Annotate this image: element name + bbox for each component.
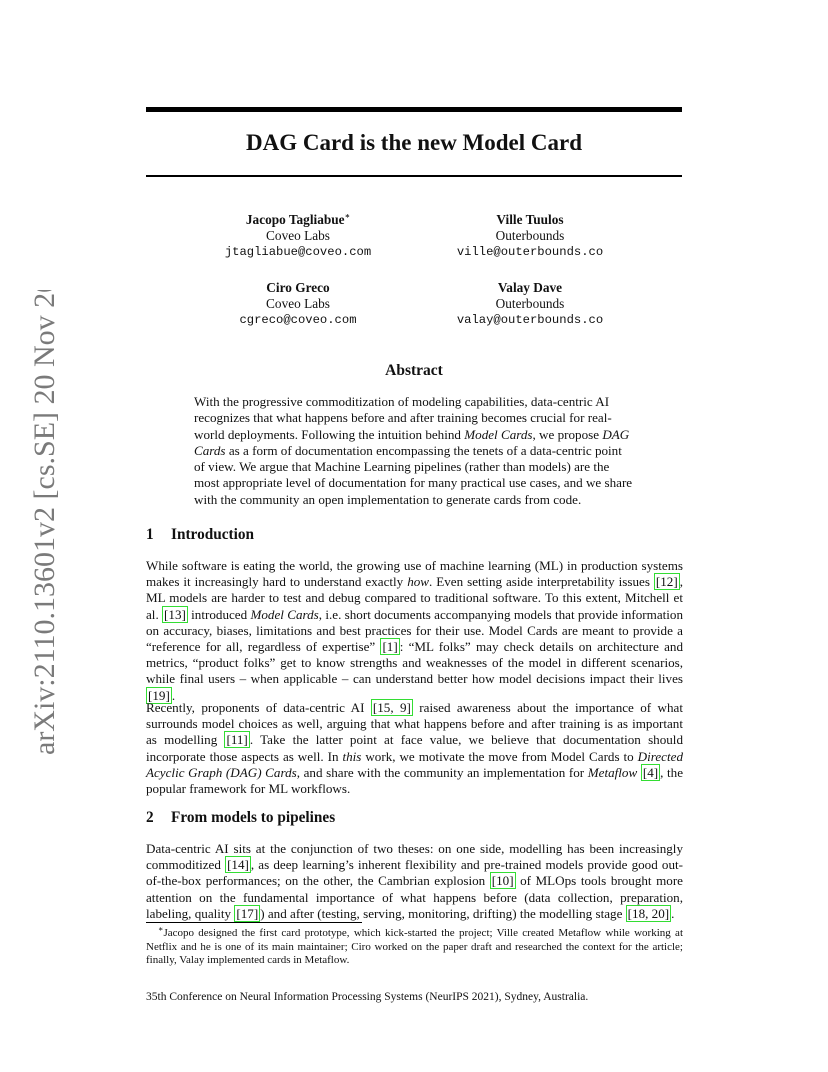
author-email[interactable]: jtagliabue@coveo.com: [224, 245, 372, 259]
section-number: 1: [146, 526, 154, 543]
footnote-text: Jacopo designed the first card prototype, which kick-started the project; Ville created Metaflow while working at Netflix and he is one of its main maintainer; Ciro worked on the paper draft and researched the context for the article; finally, Valay implemented cards in Metaflow.: [146, 927, 683, 966]
abstract-emphasis: Model Cards: [464, 426, 533, 442]
paragraph-text: , as deep learning’s inherent flexibility and pre-trained models provide good out-of-the-box performances; on the other, the Cambrian explosion: [146, 857, 683, 889]
author-affiliation: Coveo Labs: [266, 296, 330, 311]
title-rule-top: [146, 107, 682, 112]
paragraph-text: . Even setting aside interpretability issues: [429, 574, 654, 590]
abstract-body: [194, 394, 634, 508]
section-title: Introduction: [171, 526, 255, 543]
abstract-text: as a form of documentation encompassing the tenets of a data-centric point of view. We argue that Machine Learning pipelines (rather than models) are the most appropriate level of documentation for many practical use cases, and we share with the community an open implementation to generate cards from code.: [194, 442, 633, 507]
section-title: From models to pipelines: [171, 809, 336, 826]
author-block: [178, 280, 418, 328]
author-name: Valay Dave: [497, 280, 563, 295]
paragraph-text: , i.e. short documents accompanying models that provide information on accuracy, biases, limitations and best practices for their use. Model Cards are meant to provide a “reference for all, regardless of expertise”: [146, 606, 684, 655]
citation-link[interactable]: [14]: [227, 857, 249, 873]
emphasis: Metaflow: [587, 764, 638, 780]
title-rule-bottom: [146, 175, 682, 177]
paragraph-text: . Take the latter point at face value, we believe that documentation should incorporate those aspects as well. In: [146, 732, 683, 764]
citation-link[interactable]: [11]: [226, 732, 248, 748]
citation-link[interactable]: [13]: [164, 606, 186, 622]
footnote: [146, 924, 683, 968]
citation-link[interactable]: [12]: [655, 574, 678, 590]
citation-link[interactable]: [15, 9]: [372, 700, 411, 715]
arxiv-id: arXiv:2110.13601v2 [cs.SE] 20 Nov 2021: [28, 290, 61, 755]
paragraph-text: .: [671, 905, 675, 921]
section-heading-models-to-pipelines: [146, 809, 335, 827]
paragraph-text: work, we motivate the move from Model Cards to: [361, 748, 638, 764]
paper-title: DAG Card is the new Model Card: [245, 130, 583, 155]
author-block: [178, 212, 418, 260]
paragraph-text: : “ML folks” may check details on architecture and metrics, “product folks” get to know strengths and weaknesses of the model in different scenarios, while final users – when applicable – can understand better how model decisions impact their lives: [146, 639, 684, 687]
emphasis: Model Cards: [250, 606, 319, 622]
emphasis: this: [342, 748, 362, 764]
paragraph-text: Recently, proponents of data-centric AI: [146, 700, 371, 715]
footnote-rule: [146, 922, 362, 923]
abstract-text: , we propose: [532, 426, 603, 442]
paragraph-text: , the popular framework for ML workflows.: [146, 764, 684, 797]
author-name: Ciro Greco: [266, 280, 330, 295]
paragraph-text: , and share with the community an implementation for: [296, 764, 588, 780]
abstract-text: With the progressive commoditization of modeling capabilities, data-centric AI recognizes that what happens before and after training becomes crucial for real-world deployments. Following the intuition behind: [194, 394, 612, 442]
author-affiliation: Outerbounds: [495, 296, 565, 311]
citation-link[interactable]: [17]: [236, 905, 259, 921]
intro-paragraph-1: [146, 558, 683, 704]
paragraph-text: raised awareness about the importance of what surrounds model choices as well, arguing that what happens before and after training is as important as modelling: [146, 700, 683, 748]
emphasis: how: [407, 574, 430, 590]
abstract-heading: Abstract: [385, 362, 443, 379]
emphasis: Directed Acyclic Graph (DAG) Cards: [146, 748, 683, 780]
paragraph-text: .: [171, 687, 176, 703]
footnote-mark: ∗: [344, 211, 351, 221]
intro-paragraph-2: [146, 700, 683, 797]
author-email[interactable]: cgreco@coveo.com: [239, 313, 357, 327]
arxiv-stamp: [8, 290, 68, 760]
paragraph-text: introduced: [187, 606, 251, 622]
author-affiliation: Outerbounds: [495, 228, 565, 243]
citation-link[interactable]: [4]: [642, 764, 659, 780]
author-email[interactable]: ville@outerbounds.co: [456, 245, 604, 259]
citation-link[interactable]: [1]: [382, 639, 398, 655]
author-affiliation: Coveo Labs: [266, 228, 330, 243]
author-name: Ville Tuulos: [496, 212, 564, 227]
author-block: [410, 280, 650, 328]
citation-link[interactable]: [19]: [148, 687, 170, 703]
conference-note: 35th Conference on Neural Information Processing Systems (NeurIPS 2021), Sydney, Australia.: [146, 991, 589, 1003]
section-heading-introduction: [146, 526, 254, 544]
footnote-mark: ∗: [158, 924, 164, 934]
citation-link[interactable]: [10]: [491, 873, 514, 889]
abstract-emphasis: DAG Cards: [194, 426, 630, 458]
section-number: 2: [146, 809, 154, 826]
section2-paragraph-1: [146, 841, 683, 922]
author-email[interactable]: valay@outerbounds.co: [456, 313, 604, 327]
author-name: Jacopo Tagliabue: [245, 212, 345, 227]
paragraph-text: of MLOps tools brought more attention on the fundamental importance of what happens before (data collection, preparation, labeling, quality: [146, 873, 683, 921]
citation-link[interactable]: [18, 20]: [627, 905, 670, 921]
author-block: [410, 212, 650, 260]
paragraph-text: Data-centric AI sits at the conjunction of two theses: on one side, modelling has been increasingly commoditized: [146, 841, 683, 873]
paragraph-text: While software is eating the world, the growing use of machine learning (ML) in production systems makes it increasingly hard to understand exactly: [146, 558, 683, 590]
paragraph-text: , ML models are harder to test and debug compared to traditional software. To this extent, Mitchell et al.: [146, 574, 683, 622]
paragraph-text: ) and after (testing, serving, monitoring, drifting) the modelling stage: [260, 905, 626, 921]
